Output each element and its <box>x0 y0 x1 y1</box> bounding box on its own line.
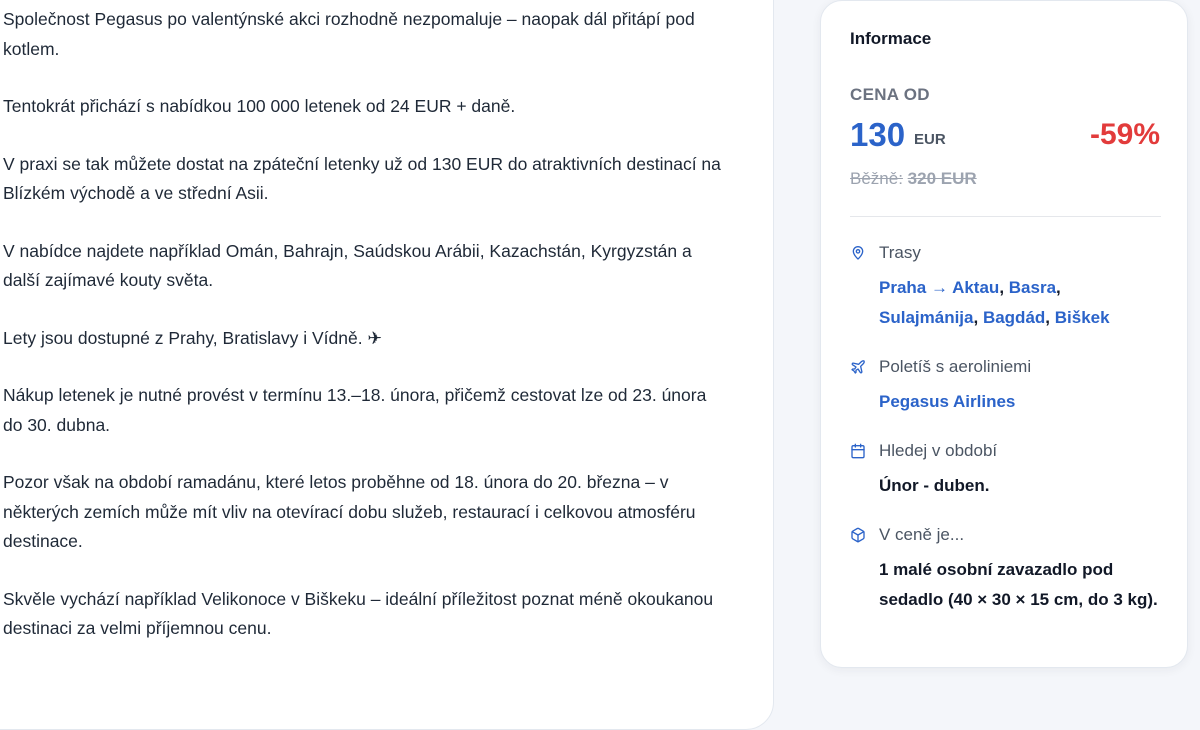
period-section <box>850 439 1170 501</box>
article-paragraph: Společnost Pegasus po valentýnské akci rozhodně nezpomaluje – naopak dál přitápí pod kotlem. <box>3 9 695 59</box>
route-destination-link[interactable]: Basra <box>1008 278 1057 297</box>
article-paragraph: V praxi se tak můžete dostat na zpáteční letenky už od 130 EUR do atraktivních destinací na Blízkém východě a ve střední Asii. <box>3 153 721 203</box>
info-title: Informace <box>850 29 932 48</box>
article-paragraph: Tentokrát přichází s nabídkou 100 000 letenek od 24 EUR + daně. <box>3 96 516 116</box>
route-origin: Praha <box>879 278 927 297</box>
article-paragraph: V nabídce najdete například Omán, Bahrajn, Saúdskou Arábii, Kazachstán, Kyrgyzstán a další zajímavé kouty světa. <box>3 240 692 290</box>
airline-link[interactable]: Pegasus Airlines <box>879 392 1016 411</box>
regular-price-value: 320 EUR <box>907 169 977 188</box>
period-label: Hledej v období <box>879 441 998 460</box>
period-value: Únor - duben. <box>879 476 990 495</box>
price-currency: EUR <box>914 131 946 148</box>
included-header <box>850 523 1170 547</box>
included-label: V ceně je... <box>879 525 965 544</box>
included-value: 1 malé osobní zavazadlo pod sedadlo (40 × 30 × 15 cm, do 3 kg). <box>879 560 1158 609</box>
routes-list: Praha → Aktau, Basra, Sulajmánija, Bagdád, Biškek <box>879 278 1110 327</box>
map-pin-icon <box>850 245 866 261</box>
airline-label: Poletíš s aeroliniemi <box>879 357 1032 376</box>
routes-section <box>850 241 1170 332</box>
regular-price-label: Běžně: <box>850 169 903 188</box>
period-header <box>850 439 1170 463</box>
discount-badge: -59% <box>1089 118 1160 151</box>
airline-section <box>850 355 1170 417</box>
price-row <box>850 115 1160 157</box>
price-value: 130 <box>850 116 906 153</box>
airline-value <box>879 387 1170 417</box>
article-paragraph: Nákup letenek je nutné provést v termínu 13.–18. února, přičemž cestovat lze od 23. února do 30. dubna. <box>3 385 707 435</box>
article-paragraph: Skvěle vychází například Velikonoce v Biškeku – ideální příležitost poznat méně okoukanou destinaci za velmi příjemnou cenu. <box>3 588 714 638</box>
route-arrow: → <box>930 278 948 297</box>
routes-header <box>850 241 1170 265</box>
article-paragraph: Lety jsou dostupné z Prahy, Bratislavy i Vídně. ✈ <box>3 327 383 348</box>
regular-price <box>850 169 977 189</box>
article-body <box>3 5 723 672</box>
divider <box>850 216 1161 217</box>
route-destination: Aktau <box>952 278 1000 297</box>
info-sidebar <box>820 0 1188 668</box>
routes-label: Trasy <box>879 243 921 262</box>
route-destination-link[interactable]: Biškek <box>1054 307 1110 327</box>
article-paragraph: Pozor však na období ramadánu, které letos proběhne od 18. února do 20. března – v některých zemích může mít vliv na otevírací dobu služeb, restaurací i celkovou atmosféru destinace. <box>3 472 696 551</box>
calendar-icon <box>850 443 866 459</box>
route-destination-link[interactable]: Sulajmánija <box>879 307 974 327</box>
plane-icon <box>850 359 866 375</box>
airline-header <box>850 355 1170 379</box>
included-section <box>850 523 1170 614</box>
price-label: CENA OD <box>850 85 930 104</box>
route-link-origin[interactable] <box>879 278 999 297</box>
route-destination-link[interactable]: Bagdád <box>982 307 1046 327</box>
package-icon <box>850 527 866 543</box>
